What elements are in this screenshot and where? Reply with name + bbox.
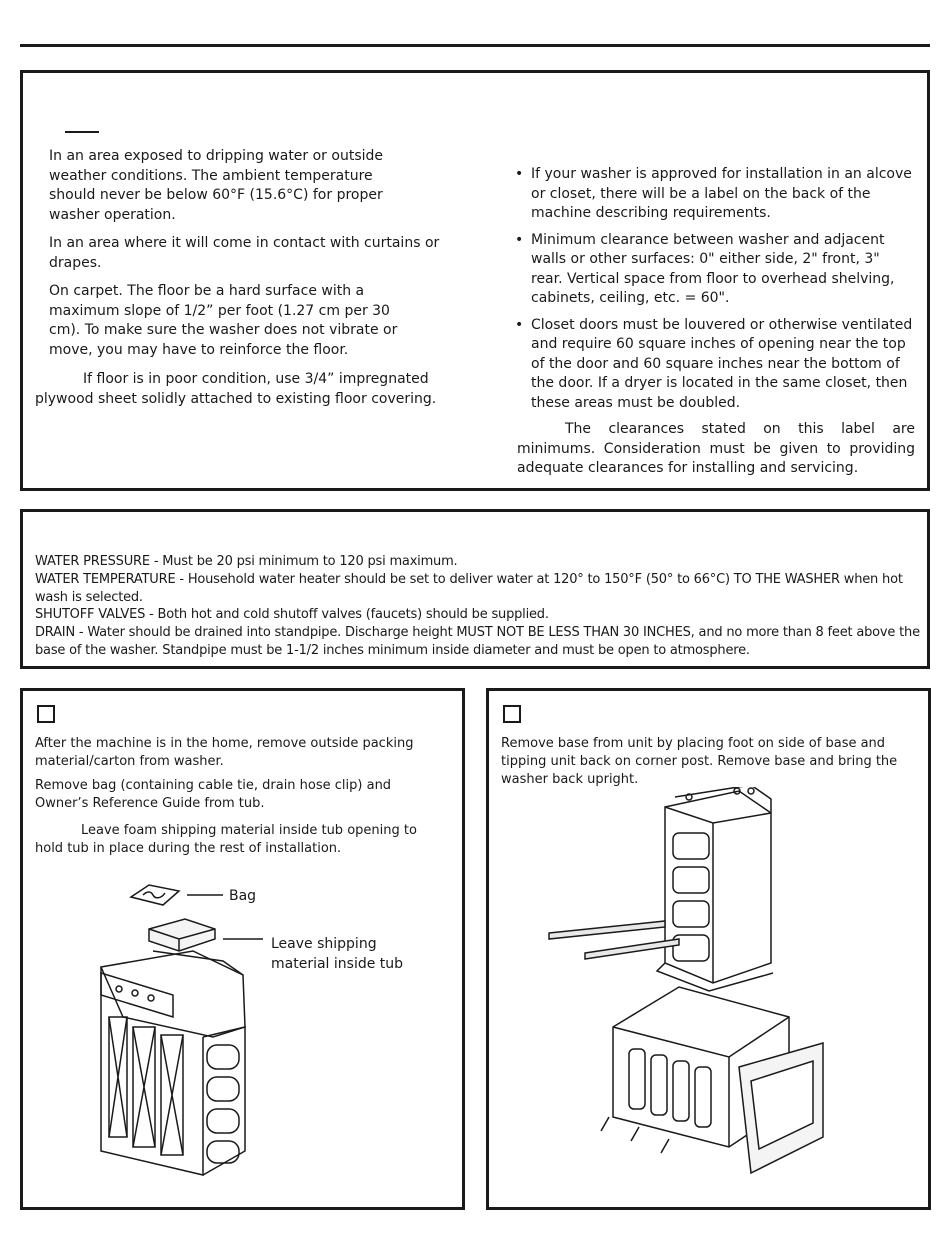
drain-line: DRAIN - Water should be drained into standpipe. Discharge height MUST NOT BE LESS THAN 30 INCHES, and no more than 8 feet above the base of the washer. Standpipe must be 1-1/2 inches minimum inside diameter and must be open to atmosphere.: [35, 625, 920, 658]
unpack-paragraph-1: After the machine is in the home, remove outside packing material/carton from washer.: [35, 736, 414, 769]
step-checkbox[interactable]: [503, 705, 521, 723]
unpack-note: Leave foam shipping material inside tub opening to hold tub in place during the rest of installation.: [35, 823, 417, 856]
remove-base-paragraph: Remove base from unit by placing foot on side of base and tipping unit back on corner post. Remove base and bring the washer back upright.: [501, 736, 898, 787]
bullet-alcove: • If your washer is approved for installation in an alcove or closet, there will be a label on the back of the machine describing requirements.: [515, 165, 915, 224]
bag-icon: [131, 885, 179, 905]
unpack-step-panel: [20, 688, 465, 1210]
upright-washer-icon: [665, 791, 771, 983]
water-supply-panel: [20, 509, 930, 669]
top-rule: [20, 44, 930, 47]
water-temperature-line: WATER TEMPERATURE - Household water heater should be set to deliver water at 120° to 150°F (50° to 66°C) TO THE WASHER when hot wash is selected.: [35, 571, 903, 605]
washer-unpack-illustration: [23, 877, 462, 1207]
location-left-paragraph-3: On carpet. The floor be a hard surface with a maximum slope of 1/2” per foot (1.27 cm per 30 cm). To make sure the washer does not vibrate or move, you may have to reinforce the floor.: [49, 283, 398, 358]
location-right-bullets: [515, 165, 915, 420]
foam-block-icon: [149, 919, 215, 951]
step-checkbox[interactable]: [37, 705, 55, 723]
location-left-paragraph-1: In an area exposed to dripping water or outside weather conditions. The ambient temperature should never be below 60°F (15.6°C) for proper washer operation.: [49, 148, 384, 223]
heading-rule: [65, 131, 99, 133]
shutoff-valves-line: SHUTOFF VALVES - Both hot and cold shutoff valves (faucets) should be supplied.: [35, 607, 549, 623]
location-left-note: If floor is in poor condition, use 3/4” impregnated plywood sheet solidly attached to existing floor covering.: [35, 371, 437, 407]
bag-label: Bag: [229, 888, 257, 904]
location-requirements-panel: [20, 70, 930, 491]
water-pressure-line: WATER PRESSURE - Must be 20 psi minimum to 120 psi maximum.: [35, 554, 458, 569]
foam-label: Leave shipping material inside tub: [271, 936, 404, 972]
base-removal-illustration: [489, 787, 928, 1207]
bullet-closet-doors: • Closet doors must be louvered or otherwise ventilated and require 60 square inches of opening near the top of the door and 60 square inches near the bottom of the door. If a dryer is located in the same closet, then these areas must be doubled.: [515, 316, 915, 414]
water-supply-text: [35, 553, 920, 660]
bullet-clearance: • Minimum clearance between washer and adjacent walls or other surfaces: 0" either side, 2" front, 3" rear. Vertical space from floor to overhead shelving, cabinets, ceiling, etc. = 60".: [515, 231, 915, 309]
unpack-paragraph-2: Remove bag (containing cable tie, drain hose clip) and Owner’s Reference Guide from tub.: [35, 778, 392, 811]
remove-base-step-panel: [486, 688, 931, 1210]
location-right-note: The clearances stated on this label are minimums. Consideration must be given to providing adequate clearances for installing and servicing.: [517, 421, 915, 476]
location-left-paragraph-2: In an area where it will come in contact with curtains or drapes.: [49, 235, 440, 271]
